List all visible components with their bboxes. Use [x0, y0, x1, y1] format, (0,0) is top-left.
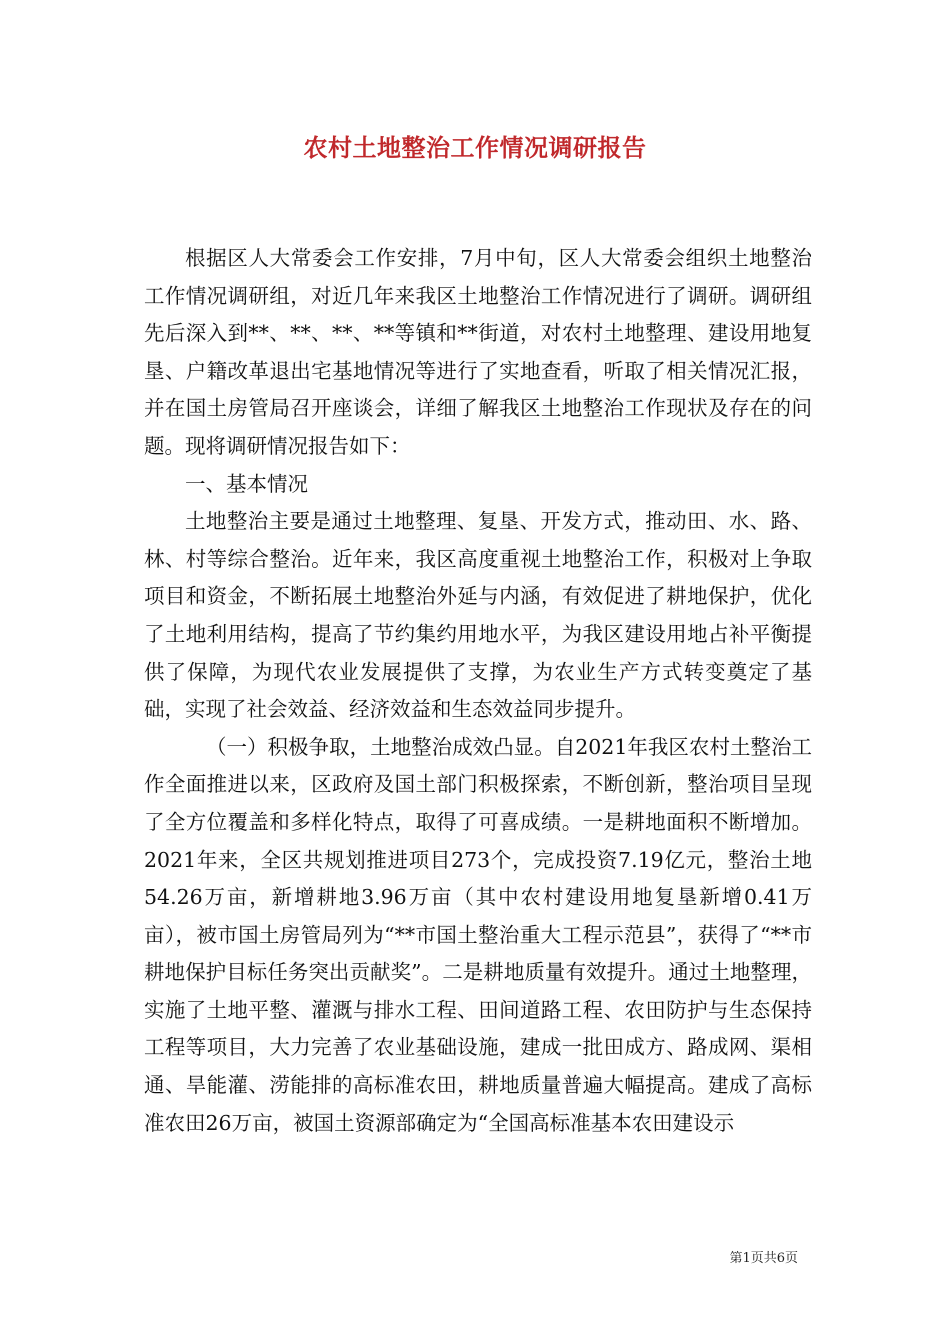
section-heading-basic-situation: 一、基本情况 — [185, 471, 308, 496]
page-number-footer: 第1页共6页 — [729, 1251, 798, 1266]
document-body — [144, 240, 812, 1142]
document-title: 农村土地整治工作情况调研报告 — [303, 133, 647, 162]
intro-paragraph: 根据区人大常委会工作安排，7月中旬，区人大常委会组织土地整治工作情况调研组，对近几年来我区土地整治工作情况进行了调研。调研组先后深入到**、**、**、**等镇和**街道，对农村土地整理、建设用地复垦、户籍改革退出宅基地情况等进行了实地查看，听取了相关情况汇报，并在国土房管局召开座谈会，详细了解我区土地整治工作现状及存在的问题。现将调研情况报告如下： — [144, 246, 812, 458]
basic-situation-paragraph: 土地整治主要是通过土地整理、复垦、开发方式，推动田、水、路、林、村等综合整治。近年来，我区高度重视土地整治工作，积极对上争取项目和资金，不断拓展土地整治外延与内涵，有效促进了耕地保护，优化了土地利用结构，提高了节约集约用地水平，为我区建设用地占补平衡提供了保障，为现代农业发展提供了支撑，为农业生产方式转变奠定了基础，实现了社会效益、经济效益和生态效益同步提升。 — [144, 509, 812, 722]
subsection-one-paragraph: （一）积极争取，土地整治成效凸显。自2021年我区农村土整治工作全面推进以来，区政府及国土部门积极探索，不断创新，整治项目呈现了全方位覆盖和多样化特点，取得了可喜成绩。一是耕地面积不断增加。2021年来，全区共规划推进项目273个，完成投资7.19亿元，整治土地54.26万亩，新增耕地3.96万亩（其中农村建设用地复垦新增0.41万亩），被市国土房管局列为“**市国土整治重大工程示范县”，获得了“**市耕地保护目标任务突出贡献奖”。二是耕地质量有效提升。通过土地整理，实施了土地平整、灌溉与排水工程、田间道路工程、农田防护与生态保持工程等项目，大力完善了农业基础设施，建成一批田成方、路成网、渠相通、旱能灌、涝能排的高标准农田，耕地质量普遍大幅提高。建成了高标准农田26万亩，被国土资源部确定为“全国高标准基本农田建设示 — [144, 734, 812, 1135]
